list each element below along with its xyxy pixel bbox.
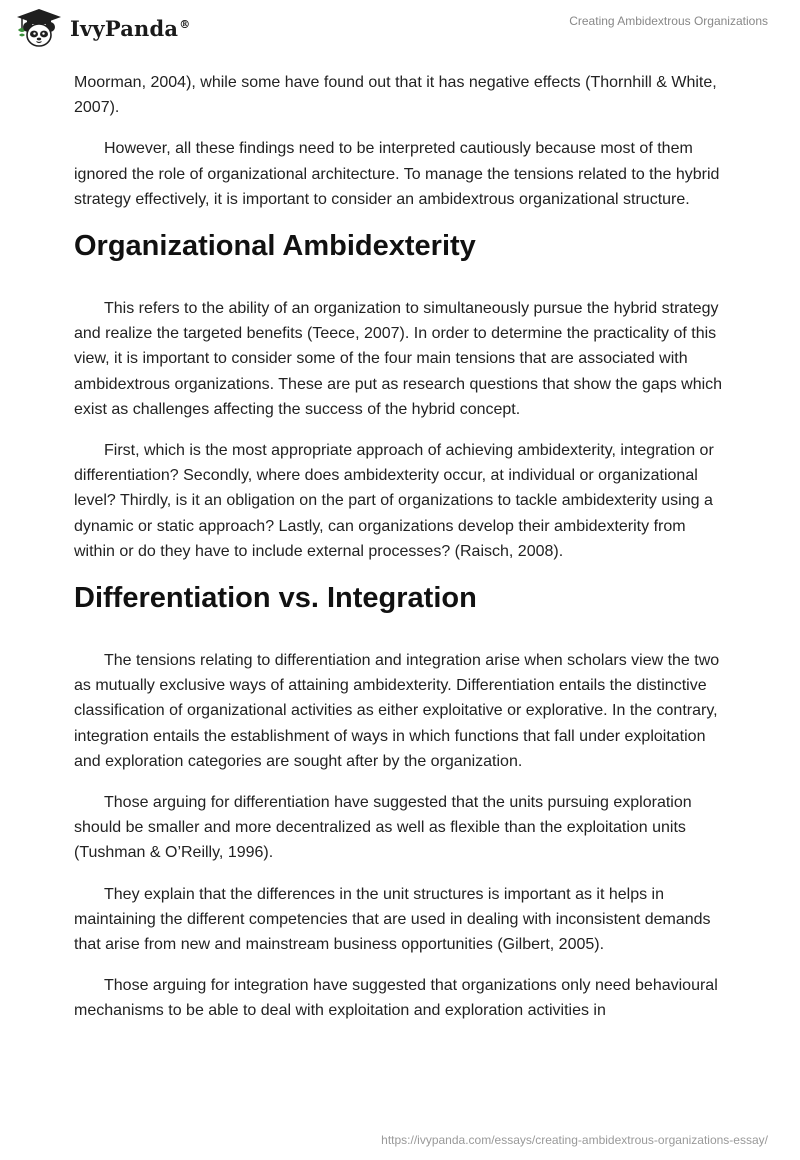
paragraph: First, which is the most appropriate approach of achieving ambidexterity, integration or differentiation? Secondly, where does ambidexterity occur, at individual or organizational level? Thirdly, is it an obligation on the part of organizations to tackle ambidexterity using a dynamic or static approach? Lastly, can organizations develop their ambidexterity from within or do they have to include external processes? (Raisch, 2008). <box>74 442 714 560</box>
panda-graduation-icon <box>14 8 64 48</box>
brand-name: IvyPanda® <box>70 15 191 41</box>
registered-mark: ® <box>179 17 191 31</box>
paragraph: Those arguing for integration have suggested that organizations only need behavioural mechanisms to be able to deal with exploitation and exploration activities in <box>74 977 718 1020</box>
paragraph: They explain that the differences in the unit structures is important as it helps in maintaining the different competencies that are used in dealing with inconsistent demands that arise from new and mainstream business opportunities (Gilbert, 2005). <box>74 885 711 954</box>
document-title: Creating Ambidextrous Organizations <box>569 14 768 28</box>
paragraph: Those arguing for differentiation have suggested that the units pursuing exploration should be smaller and more decentralized as well as flexible than the exploitation units (Tushman & O’Reilly, 1996). <box>74 794 692 862</box>
section-heading: Organizational Ambidexterity <box>74 230 476 263</box>
brand-logo[interactable] <box>14 8 190 48</box>
paragraph: However, all these findings need to be interpreted cautiously because most of them ignored the role of organizational architecture. To manage the tensions related to the hybrid strategy effectively, it is important to consider an ambidextrous organizational structure. <box>74 140 720 208</box>
page-header <box>0 0 800 60</box>
paragraph: This refers to the ability of an organization to simultaneously pursue the hybrid strategy and realize the targeted benefits (Teece, 2007). In order to determine the practicality of this view, it is important to consider some of the four main tensions that are associated with ambidextrous organizations. These are put as research questions that show the gaps which exist as challenges affecting the success of the hybrid concept. <box>74 300 723 418</box>
paragraph: The tensions relating to differentiation and integration arise when scholars view the two as mutually exclusive ways of attaining ambidexterity. Differentiation entails the distinctive classification of organizational activities as either exploitative or explorative. In the contrary, integration entails the establishment of ways in which functions that fall under exploitation and exploration categories are sought after by the organization. <box>74 652 720 770</box>
paragraph: Moorman, 2004), while some have found out that it has negative effects (Thornhill & White, 2007). <box>74 74 717 117</box>
source-url[interactable]: https://ivypanda.com/essays/creating-ambidextrous-organizations-essay/ <box>381 1133 768 1147</box>
section-heading: Differentiation vs. Integration <box>74 582 477 615</box>
essay-body <box>74 70 724 1040</box>
